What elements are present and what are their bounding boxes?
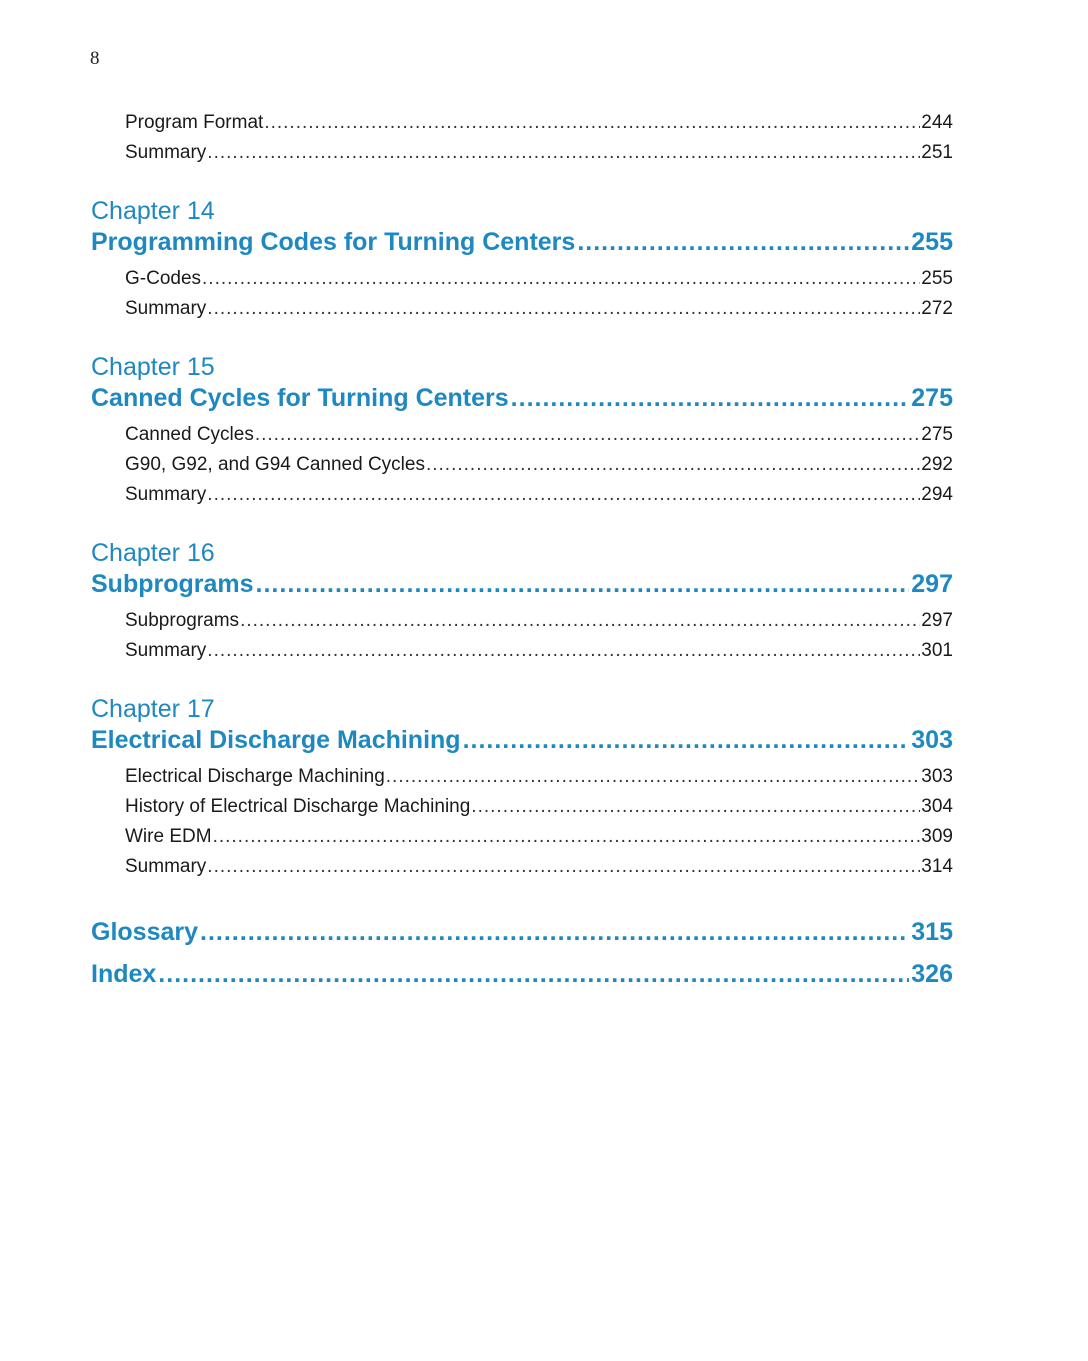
toc-entry-page: 272 xyxy=(921,298,953,319)
toc-entry[interactable] xyxy=(91,822,953,852)
toc-entry-label: Subprograms xyxy=(125,610,240,631)
toc-entry[interactable] xyxy=(91,762,953,792)
chapter-number: Chapter 17 xyxy=(91,695,215,723)
toc-entry[interactable] xyxy=(91,636,953,666)
toc-entry-page: 301 xyxy=(921,640,953,661)
toc-entry[interactable] xyxy=(91,480,953,510)
toc-entry[interactable] xyxy=(91,450,953,480)
chapter-16 xyxy=(91,538,953,666)
dot-leader xyxy=(577,226,909,258)
toc-entry-page: 303 xyxy=(921,766,953,787)
dot-leader xyxy=(264,108,920,138)
toc-entry-page: 275 xyxy=(921,424,953,445)
dot-leader xyxy=(207,294,920,324)
dot-leader xyxy=(207,636,920,666)
glossary-link[interactable] xyxy=(91,916,953,948)
dot-leader xyxy=(213,822,921,852)
toc-entry-label: Canned Cycles xyxy=(125,424,254,445)
chapter-17 xyxy=(91,694,953,882)
chapter-title-link[interactable] xyxy=(91,568,953,600)
toc-entry-page: 251 xyxy=(921,142,953,163)
dot-leader xyxy=(255,420,920,450)
chapter-14 xyxy=(91,196,953,324)
toc-entry-page: 294 xyxy=(921,484,953,505)
chapter-title: Canned Cycles for Turning Centers xyxy=(91,384,509,412)
toc-entry[interactable] xyxy=(91,108,953,138)
toc-entry-page: 314 xyxy=(921,856,953,877)
dot-leader xyxy=(426,450,920,480)
toc-entry-page: 255 xyxy=(921,268,953,289)
toc-entry-page: 309 xyxy=(921,826,953,847)
toc-entry[interactable] xyxy=(91,138,953,168)
toc-entry[interactable] xyxy=(91,792,953,822)
dot-leader xyxy=(207,852,920,882)
chapter-page: 297 xyxy=(911,570,953,598)
toc-entry-page: 292 xyxy=(921,454,953,475)
dot-leader xyxy=(202,264,920,294)
dot-leader xyxy=(386,762,921,792)
toc-entry-label: G90, G92, and G94 Canned Cycles xyxy=(125,454,425,475)
dot-leader xyxy=(207,480,920,510)
dot-leader xyxy=(471,792,920,822)
chapter-page: 275 xyxy=(911,384,953,412)
toc-entry-page: 297 xyxy=(921,610,953,631)
dot-leader xyxy=(158,958,909,990)
chapter-number: Chapter 16 xyxy=(91,539,215,567)
chapter-15 xyxy=(91,352,953,510)
toc-entry-label: Electrical Discharge Machining xyxy=(125,766,385,787)
chapter-number: Chapter 15 xyxy=(91,353,215,381)
index-title: Index xyxy=(91,960,157,988)
page-number: 8 xyxy=(90,48,100,69)
table-of-contents xyxy=(91,108,953,1000)
chapter-title-link[interactable] xyxy=(91,724,953,756)
index-link[interactable] xyxy=(91,958,953,990)
dot-leader xyxy=(511,382,910,414)
toc-entry-label: Summary xyxy=(125,640,207,661)
chapter-title: Electrical Discharge Machining xyxy=(91,726,461,754)
toc-entry[interactable] xyxy=(91,852,953,882)
toc-entry-page: 244 xyxy=(921,112,953,133)
toc-entry-label: Summary xyxy=(125,856,207,877)
toc-entry[interactable] xyxy=(91,264,953,294)
toc-entry-label: Wire EDM xyxy=(125,826,212,847)
chapter-title: Programming Codes for Turning Centers xyxy=(91,228,576,256)
toc-entry-label: G-Codes xyxy=(125,268,202,289)
toc-entry[interactable] xyxy=(91,420,953,450)
toc-entry[interactable] xyxy=(91,294,953,324)
dot-leader xyxy=(463,724,910,756)
chapter-number: Chapter 14 xyxy=(91,197,215,225)
toc-entry[interactable] xyxy=(91,606,953,636)
toc-entry-label: History of Electrical Discharge Machining xyxy=(125,796,471,817)
backmatter xyxy=(91,916,953,990)
glossary-page: 315 xyxy=(911,918,953,946)
chapter-title-link[interactable] xyxy=(91,226,953,258)
chapter-page: 255 xyxy=(911,228,953,256)
chapter-title-link[interactable] xyxy=(91,382,953,414)
chapter-page: 303 xyxy=(911,726,953,754)
toc-entry-label: Program Format xyxy=(125,112,264,133)
dot-leader xyxy=(207,138,920,168)
index-page: 326 xyxy=(911,960,953,988)
toc-entry-label: Summary xyxy=(125,484,207,505)
toc-entry-label: Summary xyxy=(125,142,207,163)
glossary-title: Glossary xyxy=(91,918,199,946)
toc-entry-page: 304 xyxy=(921,796,953,817)
toc-entry-label: Summary xyxy=(125,298,207,319)
dot-leader xyxy=(240,606,920,636)
chapter-title: Subprograms xyxy=(91,570,254,598)
dot-leader xyxy=(256,568,910,600)
dot-leader xyxy=(200,916,909,948)
